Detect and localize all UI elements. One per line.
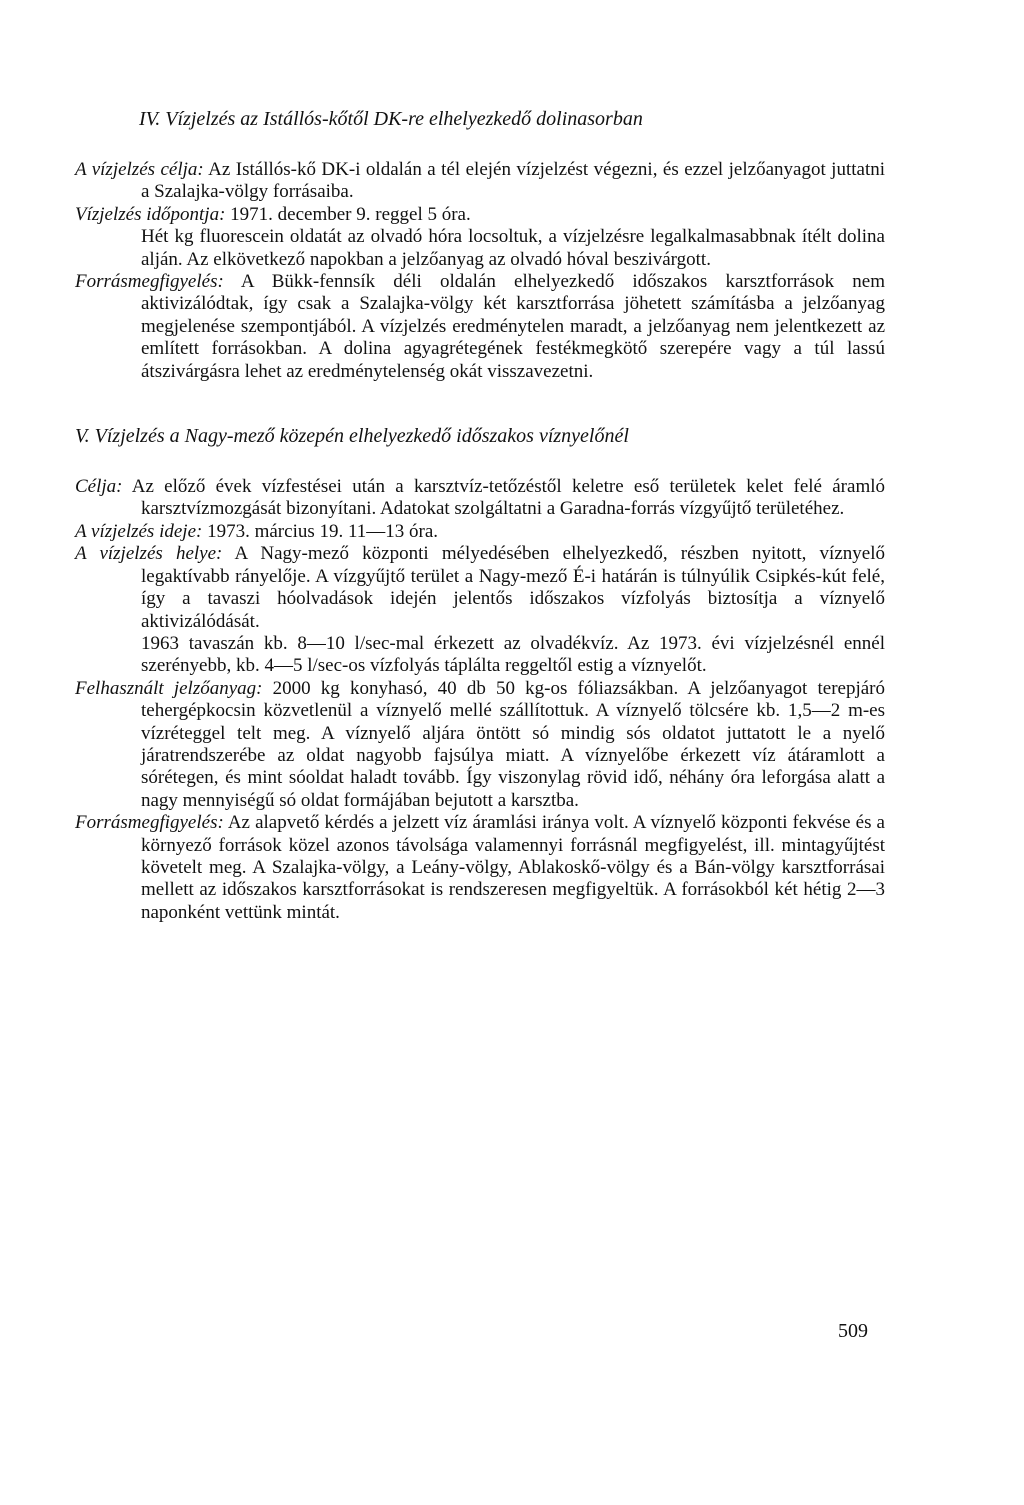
purpose-text: Az előző évek vízfestései után a karsztvíz-tetőzéstől keletre eső területek kelet felé áramló karsztvízmozgását bizonyítani. Adatokat szolgáltatni a Garadna-forrás vízgyűjtő területéhez. [122,476,885,520]
section-4-heading: IV. Vízjelzés az Istállós-kőtől DK-re elhelyezkedő dolinasorban [139,108,643,130]
spacer [75,383,885,425]
section-4-observation [75,271,885,383]
section-4-date [75,204,885,226]
observation-label: Forrásmegfigyelés: [75,271,224,293]
page-number: 509 [838,1320,868,1342]
section-5-purpose [75,476,885,521]
section-4-method: Hét kg fluorescein oldatát az olvadó hóra locsoltuk, a vízjelzésre legalkalmasabbnak ítélt dolina alján. Az elkövetkező napokban a jelzőanyag az olvadó hóval beszivárgott. [141,226,885,270]
date-label: Vízjelzés időpontja: [75,203,226,225]
document-page [75,108,885,924]
purpose-label: Célja: [75,476,123,498]
tracer-label: Felhasznált jelzőanyag: [75,677,263,699]
date-text: 1973. március 19. 11—13 óra. [202,520,439,542]
section-5-location [75,543,885,633]
location-label: A vízjelzés helye: [75,543,223,565]
tracer-text: 2000 kg konyhasó, 40 db 50 kg-os fóliazsákban. A jelzőanyagot terepjáró tehergépkocsin közvetlenül a víznyelő mellé szállítottuk. A víznyelő tölcsére kb. 1,5—2 m-es vízréteggel telt meg. A víznyelő aljára öntött só mindig sós oldatot juttatott le a nyelő járatrendszerébe az oldat nagyobb fajsúlya miatt. A víznyelőbe érkezett víz átáramlott a sórétegen, és mint sóoldat haladt tovább. Így viszonylag rövid idő, néhány óra leforgása alatt a nagy mennyiségű só oldat formájában bejutott a karsztba. [141,677,885,811]
section-4-purpose [75,159,885,204]
spacer [75,448,885,476]
section-5-observation [75,812,885,924]
section-5-date [75,521,885,543]
section-5-tracer [75,678,885,812]
spacer [75,131,885,159]
purpose-text: Az Istállós-kő DK-i oldalán a tél elején vízjelzést végezni, és ezzel jelzőanyagot juttatni a Szalajka-völgy forrásaiba. [141,159,886,203]
date-label: A vízjelzés ideje: [75,520,203,542]
observation-text: Az alapvető kérdés a jelzett víz áramlási iránya volt. A víznyelő központi fekvése és a környező források közel azonos távolsága valamennyi forrásnál megfigyelést, ill. mintagyűjtést követelt meg. A Szalajka-völgy, a Leány-völgy, Ablakoskő-völgy és a Bán-völgy karsztforrásai mellett az időszakos karsztforrásokat is rendszeresen megfigyeltük. A forrásokból két hétig 2—3 naponként vettünk mintát. [141,812,885,923]
observation-text: A Bükk-fennsík déli oldalán elhelyezkedő időszakos karsztforrások nem aktivizálódtak, így csak a Szalajka-völgy két karsztforrása jöhetett számításba a jelzőanyag megjelenése szempontjából. A vízjelzés eredménytelen maradt, a jelzőanyag nem jelentkezett az említett forrásokban. A dolina agyagrétegének festékmegkötő szerepére vagy a túl lassú átszivárgásra lehet az eredménytelenség okát visszavezetni. [141,271,885,382]
purpose-label: A vízjelzés célja: [75,159,204,180]
observation-label: Forrásmegfigyelés: [75,812,224,834]
section-5-flow-note: 1963 tavaszán kb. 8—10 l/sec-mal érkezett az olvadékvíz. Az 1973. évi vízjelzésnél ennél szerényebb, kb. 4—5 l/sec-os vízfolyás táplálta reggeltől estig a víznyelőt. [141,632,885,677]
location-text: A Nagy-mező központi mélyedésében elhelyezkedő, részben nyitott, víznyelő legaktívabb rányelője. A vízgyűjtő terület a Nagy-mező É-i határán is túlnyúlik Csipkés-kút felé, így a tavaszi hóolvadások idején jelentős időszakos vízfolyás biztosítja a víznyelő aktivizálódását. [141,543,885,632]
date-text: 1971. december 9. reggel 5 óra. [225,203,471,225]
section-5-heading: V. Vízjelzés a Nagy-mező közepén elhelyezkedő időszakos víznyelőnél [75,425,629,448]
